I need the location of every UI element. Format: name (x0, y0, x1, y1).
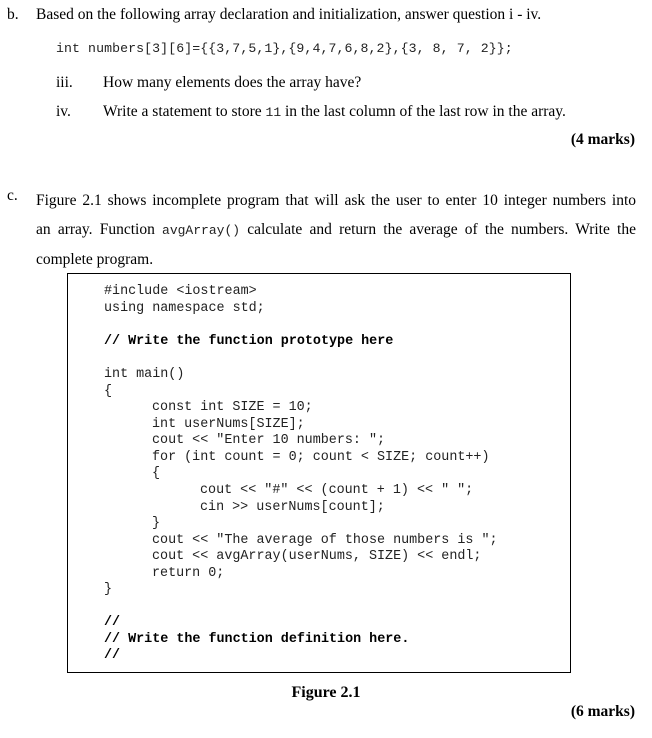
question-iv-text (103, 103, 566, 121)
section-c-line-2-after: calculate and return the average of the numbers. Write the (240, 221, 636, 238)
code-line: { (104, 384, 113, 399)
code-line: int userNums[SIZE]; (152, 417, 305, 432)
code-line: } (152, 516, 161, 531)
code-comment-definition: // Write the function definition here. (104, 632, 410, 647)
section-b-marks: (4 marks) (570, 131, 635, 148)
code-line: using namespace std; (104, 301, 265, 316)
question-iv-code: 11 (265, 105, 282, 120)
section-c-line-2 (36, 215, 636, 245)
code-line: return 0; (152, 566, 225, 581)
section-c-label: c. (7, 187, 18, 204)
code-line: cin >> userNums[count]; (200, 500, 385, 515)
code-line: const int SIZE = 10; (152, 400, 313, 415)
code-line: int main() (104, 367, 185, 382)
code-line: { (152, 466, 161, 481)
section-c-line-3: complete program. (36, 251, 154, 268)
code-line: } (104, 582, 113, 597)
code-line: cout << "The average of those numbers is "; (152, 533, 498, 548)
code-line: for (int count = 0; count < SIZE; count++) (152, 450, 490, 465)
figure-caption: Figure 2.1 (291, 684, 361, 701)
function-name-code: avgArray() (162, 223, 241, 238)
question-iii-number: iii. (56, 74, 73, 91)
section-c-paragraph (36, 186, 636, 274)
code-line: cout << "#" << (count + 1) << " "; (200, 483, 474, 498)
section-b-label: b. (7, 6, 19, 23)
code-listing-box (67, 273, 571, 673)
code-comment-prototype: // Write the function prototype here (104, 334, 394, 349)
question-iv-text-after: in the last column of the last row in the array. (281, 103, 566, 120)
section-c-line-2-before: an array. Function (36, 221, 163, 238)
code-comment: // (104, 615, 121, 630)
section-c-marks: (6 marks) (570, 703, 635, 720)
section-b-intro: Based on the following array declaration and initialization, answer question i - iv. (36, 6, 542, 23)
code-line: cout << avgArray(userNums, SIZE) << endl; (152, 549, 482, 564)
code-comment: // (104, 648, 121, 663)
question-iii-text: How many elements does the array have? (103, 74, 362, 91)
code-line: #include <iostream> (104, 284, 257, 299)
array-declaration: int numbers[3][6]={{3,7,5,1},{9,4,7,6,8,2},{3, 8, 7, 2}}; (56, 41, 513, 56)
section-c-line-1: Figure 2.1 shows incomplete program that will ask the user to enter 10 integer numbers into (36, 192, 636, 209)
code-line: cout << "Enter 10 numbers: "; (152, 433, 386, 448)
question-iv-text-before: Write a statement to store (103, 103, 266, 120)
question-iv-number: iv. (56, 103, 71, 120)
